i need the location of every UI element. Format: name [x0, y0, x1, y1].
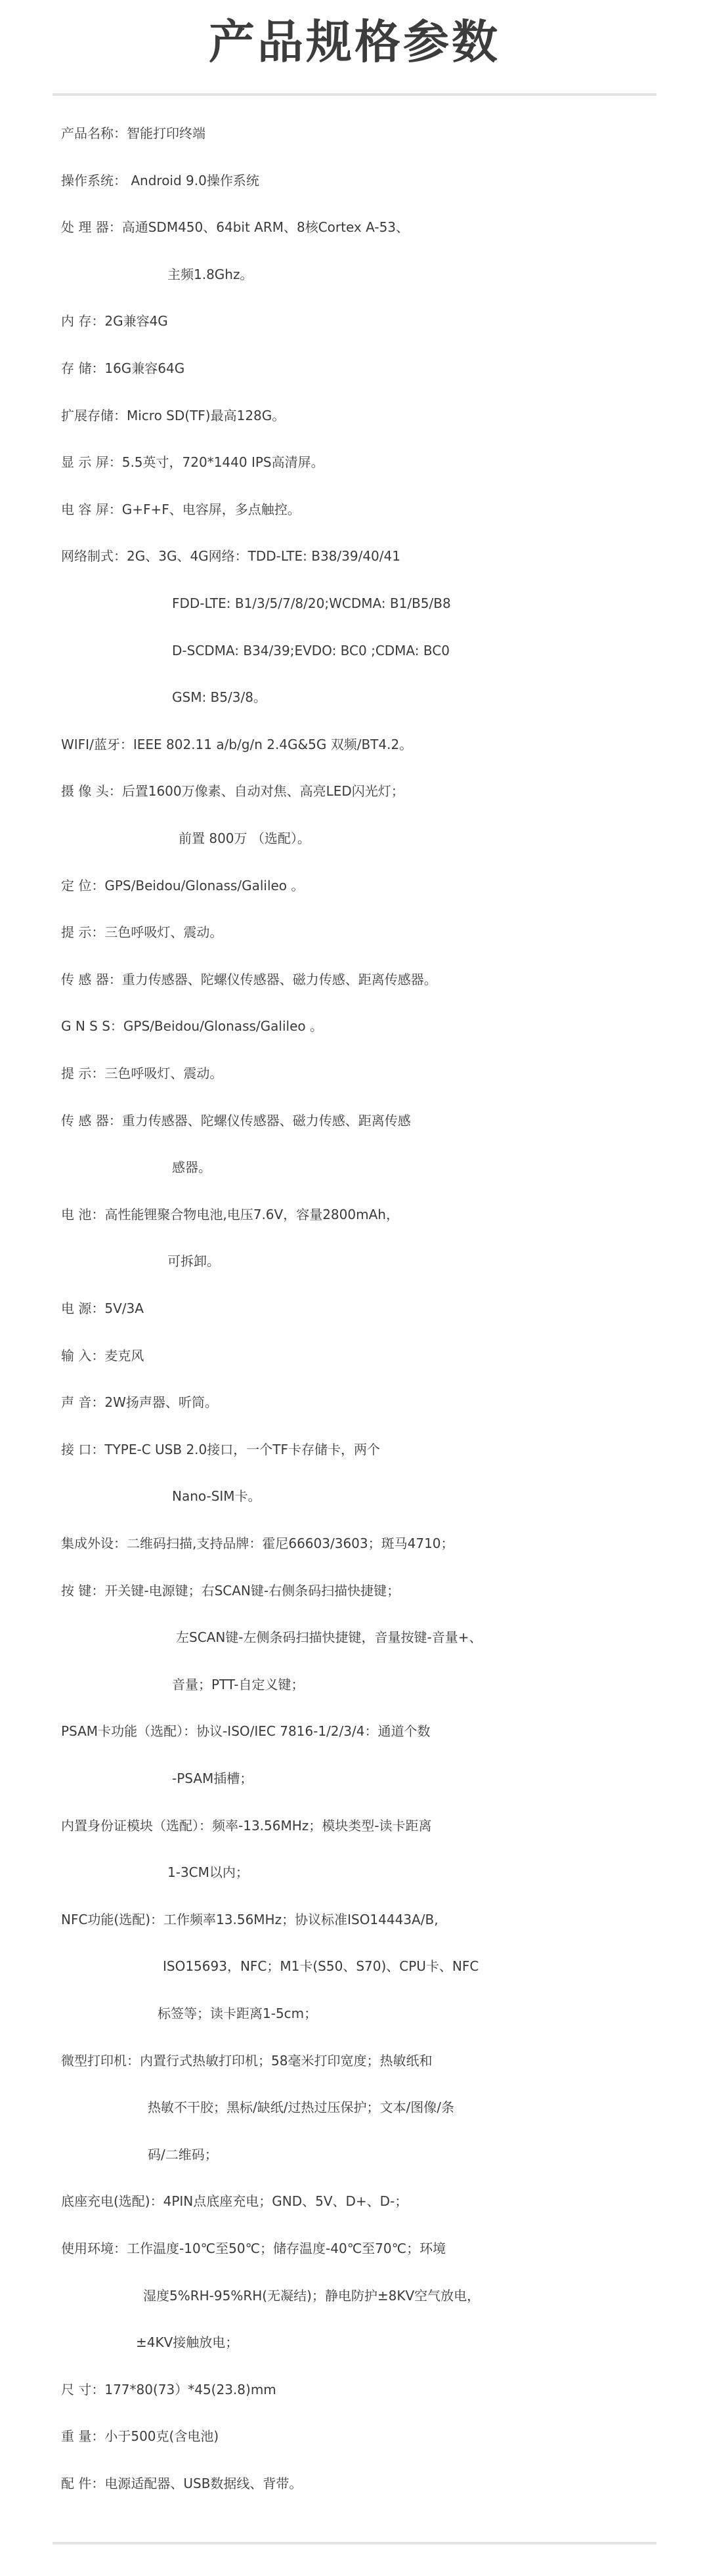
spec-row: [0, 1943, 709, 1989]
spec-row: [0, 2178, 709, 2224]
spec-label: 提 示：: [61, 924, 105, 940]
spec-row: [0, 863, 709, 909]
spec-label: 电 容 屏：: [61, 502, 122, 517]
spec-value: G+F+F、电容屏，多点触控。: [121, 502, 301, 517]
spec-value: 高通SDM450、64bit ARM、8核Cortex A-53、: [121, 219, 410, 235]
spec-label: 摄 像 头：: [61, 783, 122, 799]
spec-value: 5V/3A: [104, 1300, 144, 1316]
spec-row: [0, 393, 709, 439]
spec-value: IEEE 802.11 a/b/g/n 2.4G&5G 双频/BT4.2。: [133, 737, 413, 752]
spec-value: 后置1600万像素、自动对焦、高亮LED闪光灯；: [121, 783, 404, 799]
page-title: 产品规格参数: [209, 15, 500, 69]
spec-value: Android 9.0操作系统: [127, 173, 259, 188]
spec-value: 码/二维码；: [148, 2147, 218, 2162]
spec-value: GPS/Beidou/Glonass/Galileo 。: [104, 878, 305, 893]
spec-value: 三色呼吸灯、震动。: [104, 1065, 223, 1081]
spec-label: 存 储：: [61, 360, 105, 376]
spec-value: 二维码扫描,支持品牌：霍尼66603/3603；斑马4710；: [127, 1535, 454, 1551]
spec-value: 1-3CM以内；: [167, 1864, 249, 1880]
spec-label: 配 件：: [61, 2476, 105, 2491]
spec-value: 电源适配器、USB数据线、背带。: [104, 2476, 303, 2491]
spec-label: 底座充电(选配)：: [61, 2193, 163, 2209]
spec-value: 工作温度-10℃至50℃；储存温度-40℃至70℃；环境: [127, 2241, 446, 2256]
spec-row: [0, 2132, 709, 2178]
spec-label: 电 源：: [61, 1300, 105, 1316]
spec-value: ±4KV接触放电；: [136, 2334, 239, 2350]
spec-value: 感器。: [172, 1159, 211, 1175]
spec-value: 小于500克(含电池): [104, 2428, 219, 2444]
spec-value: 开关键-电源键；右SCAN键-右侧条码扫描快捷键；: [104, 1583, 400, 1599]
spec-row: [0, 2319, 709, 2365]
spec-value: 前置 800万 （选配）。: [179, 830, 311, 846]
spec-value: 主频1.8Ghz。: [167, 267, 253, 282]
spec-value: 音量；PTT-自定义键；: [172, 1677, 305, 1692]
spec-value: FDD-LTE: B1/3/5/7/8/20;WCDMA: B1/B5/B8: [172, 595, 451, 611]
spec-row: [0, 298, 709, 344]
spec-row: [0, 1473, 709, 1519]
spec-label: 操作系统：: [61, 173, 127, 188]
spec-row: [0, 1191, 709, 1237]
spec-label: 电 池：: [61, 1207, 105, 1222]
spec-row: [0, 2273, 709, 2319]
spec-row: [0, 110, 709, 156]
spec-label: 使用环境：: [61, 2241, 127, 2256]
spec-label: 内置身份证模块（选配）：: [61, 1818, 212, 1834]
spec-label: 传 感 器：: [61, 972, 122, 987]
spec-value: -PSAM插槽；: [172, 1771, 253, 1786]
spec-label: 网络制式：: [61, 548, 127, 564]
spec-value: 内置行式热敏打印机；58毫米打印宽度；热敏纸和: [140, 2053, 433, 2069]
spec-label: 按 键：: [61, 1583, 105, 1599]
spec-value: 5.5英寸，720*1440 IPS高清屏。: [121, 454, 324, 470]
spec-label: 定 位：: [61, 878, 105, 893]
spec-row: [0, 721, 709, 767]
spec-label: 显 示 屏：: [61, 454, 122, 470]
spec-label: 扩展存储：: [61, 408, 127, 423]
spec-value: 左SCAN键-左侧条码扫描快捷键，音量按键-音量+、: [176, 1629, 483, 1645]
spec-row: [0, 158, 709, 204]
spec-row: [0, 1708, 709, 1754]
spec-row: [0, 1238, 709, 1284]
spec-value: 177*80(73）*45(23.8)mm: [104, 2382, 276, 2397]
spec-label: 处 理 器：: [61, 219, 122, 235]
spec-value: 智能打印终端: [127, 125, 205, 141]
spec-label: WIFI/蓝牙：: [61, 737, 133, 752]
spec-row: [0, 1379, 709, 1425]
spec-value: Nano-SIM卡。: [172, 1488, 261, 1504]
spec-row: [0, 1144, 709, 1190]
spec-row: [0, 2367, 709, 2413]
spec-row: [0, 2084, 709, 2130]
spec-row: [0, 1662, 709, 1707]
bottom-divider: [53, 2542, 656, 2544]
spec-value: Micro SD(TF)最高128G。: [127, 408, 286, 423]
spec-label: 接 口：: [61, 1442, 105, 1457]
spec-row: [0, 1050, 709, 1096]
spec-value: 标签等；读卡距离1-5cm；: [158, 2006, 318, 2021]
spec-row: [0, 204, 709, 250]
spec-row: [0, 580, 709, 626]
spec-row: [0, 1098, 709, 1144]
spec-label: 微型打印机：: [61, 2053, 140, 2069]
spec-label: 提 示：: [61, 1065, 105, 1081]
spec-label: 输 入：: [61, 1348, 105, 1363]
spec-value: 工作频率13.56MHz；协议标准ISO14443A/B,: [163, 1912, 439, 1927]
spec-value: 三色呼吸灯、震动。: [104, 924, 223, 940]
spec-row: [0, 1614, 709, 1660]
spec-value: GPS/Beidou/Glonass/Galileo 。: [123, 1018, 323, 1034]
spec-row: [0, 439, 709, 485]
spec-value: 麦克风: [104, 1348, 144, 1363]
spec-row: [0, 674, 709, 720]
spec-row: [0, 1285, 709, 1331]
spec-row: [0, 1568, 709, 1614]
spec-value: 湿度5%RH-95%RH(无凝结)；静电防护±8KV空气放电，: [143, 2288, 481, 2304]
spec-label: 集成外设：: [61, 1535, 127, 1551]
spec-row: [0, 628, 709, 674]
spec-row: [0, 1990, 709, 2036]
spec-row: [0, 2413, 709, 2459]
spec-label: 传 感 器：: [61, 1113, 122, 1128]
spec-row: [0, 1897, 709, 1943]
spec-value: 可拆卸。: [167, 1253, 220, 1269]
spec-value: GSM: B5/3/8。: [172, 689, 267, 705]
spec-value: ISO15693，NFC；M1卡(S50、S70)、CPU卡、NFC: [163, 1958, 479, 1974]
spec-row: [0, 1333, 709, 1379]
spec-row: [0, 251, 709, 297]
spec-label: 重 量：: [61, 2428, 105, 2444]
spec-value: 频率-13.56MHz；模块类型-读卡距离: [212, 1818, 432, 1834]
spec-row: [0, 2038, 709, 2084]
spec-label: NFC功能(选配)：: [61, 1912, 164, 1927]
spec-row: [0, 2225, 709, 2271]
spec-value: 热敏不干胶；黑标/缺纸/过热过压保护；文本/图像/条: [148, 2099, 454, 2115]
spec-row: [0, 2460, 709, 2506]
spec-row: [0, 1849, 709, 1895]
spec-value: 4PIN点底座充电；GND、5V、D+、D-；: [163, 2193, 408, 2209]
spec-row: [0, 956, 709, 1002]
spec-value: 重力传感器、陀螺仪传感器、磁力传感、距离传感: [121, 1113, 411, 1128]
spec-value: D-SCDMA: B34/39;EVDO: BC0 ;CDMA: BC0: [172, 643, 450, 658]
spec-value: 16G兼容64G: [104, 360, 185, 376]
spec-row: [0, 815, 709, 861]
spec-row: [0, 1803, 709, 1849]
spec-row: [0, 909, 709, 955]
spec-value: 协议-ISO/IEC 7816-1/2/3/4：通道个数: [196, 1723, 431, 1739]
spec-label: 内 存：: [61, 313, 105, 329]
spec-label: G N S S：: [61, 1018, 123, 1034]
spec-row: [0, 1003, 709, 1049]
spec-value: 2G、3G、4G网络：TDD-LTE: B38/39/40/41: [127, 548, 400, 564]
spec-row: [0, 1755, 709, 1801]
spec-value: 2W扬声器、听筒。: [104, 1394, 218, 1410]
spec-label: 产品名称：: [61, 125, 127, 141]
spec-row: [0, 533, 709, 579]
spec-row: [0, 1427, 709, 1472]
spec-label: 尺 寸：: [61, 2382, 105, 2397]
spec-row: [0, 768, 709, 814]
spec-value: 高性能锂聚合物电池,电压7.6V，容量2800mAh，: [104, 1207, 399, 1222]
spec-row: [0, 486, 709, 532]
top-divider: [53, 93, 656, 96]
spec-row: [0, 345, 709, 391]
spec-value: 2G兼容4G: [104, 313, 168, 329]
spec-label: 声 音：: [61, 1394, 105, 1410]
spec-value: 重力传感器、陀螺仪传感器、磁力传感、距离传感器。: [121, 972, 437, 987]
spec-row: [0, 1520, 709, 1566]
spec-label: PSAM卡功能（选配）：: [61, 1723, 197, 1739]
spec-value: TYPE-C USB 2.0接口，一个TF卡存储卡，两个: [104, 1442, 380, 1457]
